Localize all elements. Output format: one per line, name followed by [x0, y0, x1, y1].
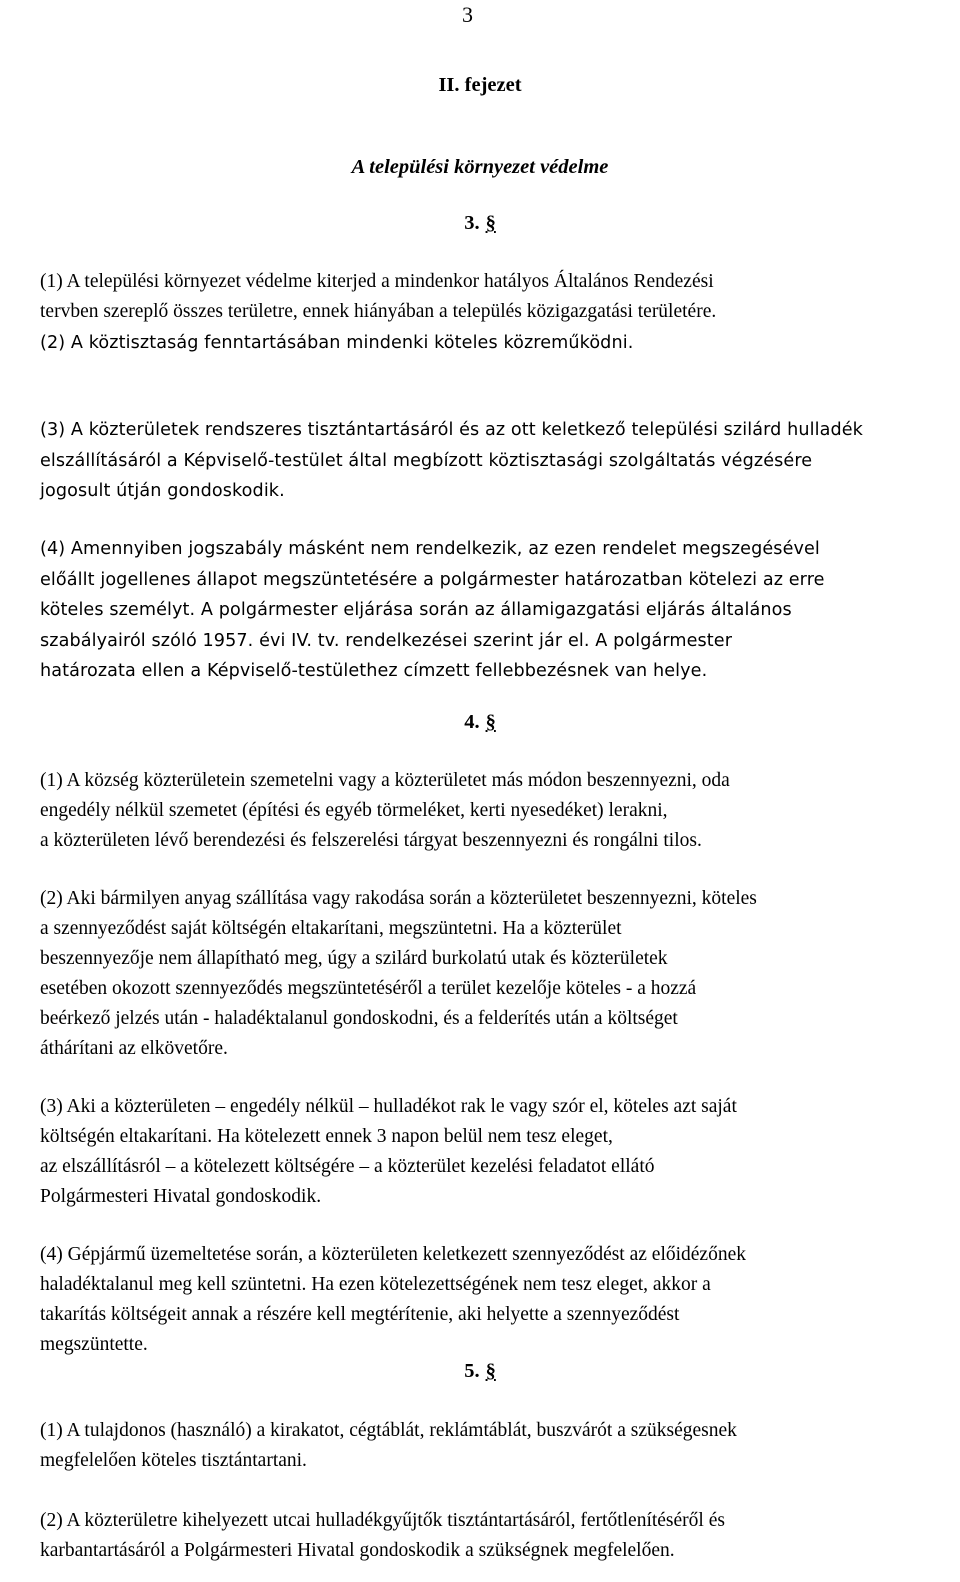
paragraph	[40, 1506, 955, 1566]
section-number: 3.	[464, 212, 480, 234]
section-sign: §	[485, 1360, 496, 1382]
paragraph-line: (2) A közterületre kihelyezett utcai hulladékgyűjtők tisztántartásáról, fertőtlenítéséről és	[40, 1510, 725, 1531]
chapter-title: A települési környezet védelme	[351, 156, 609, 178]
chapter-label: II. fejezet	[438, 74, 522, 96]
paragraph-line: esetében okozott szennyeződés megszüntetéséről a terület kezelője köteles - a hozzá	[40, 978, 697, 999]
paragraph-line: az elszállításról – a kötelezett költségére – a közterület kezelési feladatot ellátó	[40, 1156, 655, 1177]
paragraph	[40, 1092, 955, 1212]
paragraph-line: megszüntette.	[40, 1334, 148, 1355]
paragraph-line: tervben szereplő összes területre, ennek hiányában a település közigazgatási területére.	[40, 301, 717, 322]
paragraph-line: elszállításáról a Képviselő-testület által megbízott köztisztasági szolgáltatás végzésére	[40, 450, 813, 471]
paragraph-line: beérkező jelzés után - haladéktalanul gondoskodni, és a felderítés után a költséget	[40, 1008, 678, 1029]
paragraph-line: szabályairól szóló 1957. évi IV. tv. rendelkezései szerint jár el. A polgármester	[40, 630, 733, 651]
paragraph	[40, 1240, 955, 1360]
paragraph-line: (4) Gépjármű üzemeltetése során, a közterületen keletkezett szennyeződést az előidézőnek	[40, 1244, 746, 1265]
paragraph	[40, 884, 955, 1064]
section-heading	[0, 212, 960, 235]
paragraph-line: (2) Aki bármilyen anyag szállítása vagy rakodása során a közterületet beszennyezni, köteles	[40, 888, 757, 909]
page-number: 3	[462, 2, 473, 27]
paragraph	[40, 415, 955, 507]
paragraph-line: (4) Amennyiben jogszabály másként nem rendelkezik, az ezen rendelet megszegésével	[40, 539, 820, 559]
paragraph-line: beszennyezője nem állapítható meg, úgy a szilárd burkolatú utak és közterületek	[40, 948, 668, 969]
paragraph-line: jogosult útján gondoskodik.	[40, 481, 285, 501]
paragraph	[40, 766, 955, 856]
paragraph-line: (3) A közterületek rendszeres tisztántartásáról és az ott keletkező települési szilárd hulladék	[40, 420, 863, 440]
paragraph	[40, 534, 955, 687]
paragraph-line: áthárítani az elkövetőre.	[40, 1038, 228, 1059]
paragraph-line: (1) A tulajdonos (használó) a kirakatot, cégtáblát, reklámtáblát, buszvárót a szükségesnek	[40, 1420, 737, 1441]
paragraph	[40, 328, 955, 359]
paragraph-line: (3) Aki a közterületen – engedély nélkül – hulladékot rak le vagy szór el, köteles azt saját	[40, 1096, 737, 1117]
paragraph-line: Polgármesteri Hivatal gondoskodik.	[40, 1186, 322, 1207]
paragraph-line: költségén eltakarítani. Ha kötelezett ennek 3 napon belül nem tesz eleget,	[40, 1126, 613, 1147]
paragraph-line: megfelelően köteles tisztántartani.	[40, 1450, 307, 1471]
paragraph-line: engedély nélkül szemetet (építési és egyéb törmeléket, kerti nyesedéket) lerakni,	[40, 800, 668, 821]
paragraph-line: a közterületen lévő berendezési és felszerelési tárgyat beszennyezni és rongálni tilos.	[40, 830, 702, 851]
section-number: 5.	[464, 1360, 480, 1382]
section-sign: §	[485, 212, 496, 234]
section-heading	[0, 711, 960, 734]
paragraph-line: köteles személyt. A polgármester eljárása során az államigazgatási eljárás általános	[40, 600, 792, 620]
paragraph-line: haladéktalanul meg kell szüntetni. Ha ezen kötelezettségének nem tesz eleget, akkor a	[40, 1274, 711, 1295]
paragraph-line: határozata ellen a Képviselő-testülethez címzett fellebbezésnek van helye.	[40, 661, 708, 681]
paragraph	[40, 267, 955, 327]
section-number: 4.	[464, 711, 480, 733]
section-sign: §	[485, 711, 496, 733]
paragraph	[40, 1416, 955, 1476]
paragraph-line: (1) A község közterületein szemetelni vagy a közterületet más módon beszennyezni, oda	[40, 770, 730, 791]
paragraph-line: karbantartásáról a Polgármesteri Hivatal gondoskodik a szükségnek megfelelően.	[40, 1540, 675, 1561]
paragraph-line: (1) A települési környezet védelme kiterjed a mindenkor hatályos Általános Rendezési	[40, 271, 714, 292]
paragraph-line: takarítás költségeit annak a részére kell megtérítenie, aki helyette a szennyeződést	[40, 1304, 680, 1325]
paragraph-line: előállt jogellenes állapot megszüntetésére a polgármester határozatban kötelezi az erre	[40, 569, 825, 590]
paragraph-line: a szennyeződést saját költségén eltakarítani, megszüntetni. Ha a közterület	[40, 918, 622, 939]
section-heading	[0, 1360, 960, 1383]
paragraph-line: (2) A köztisztaság fenntartásában mindenki köteles közreműködni.	[40, 333, 634, 353]
